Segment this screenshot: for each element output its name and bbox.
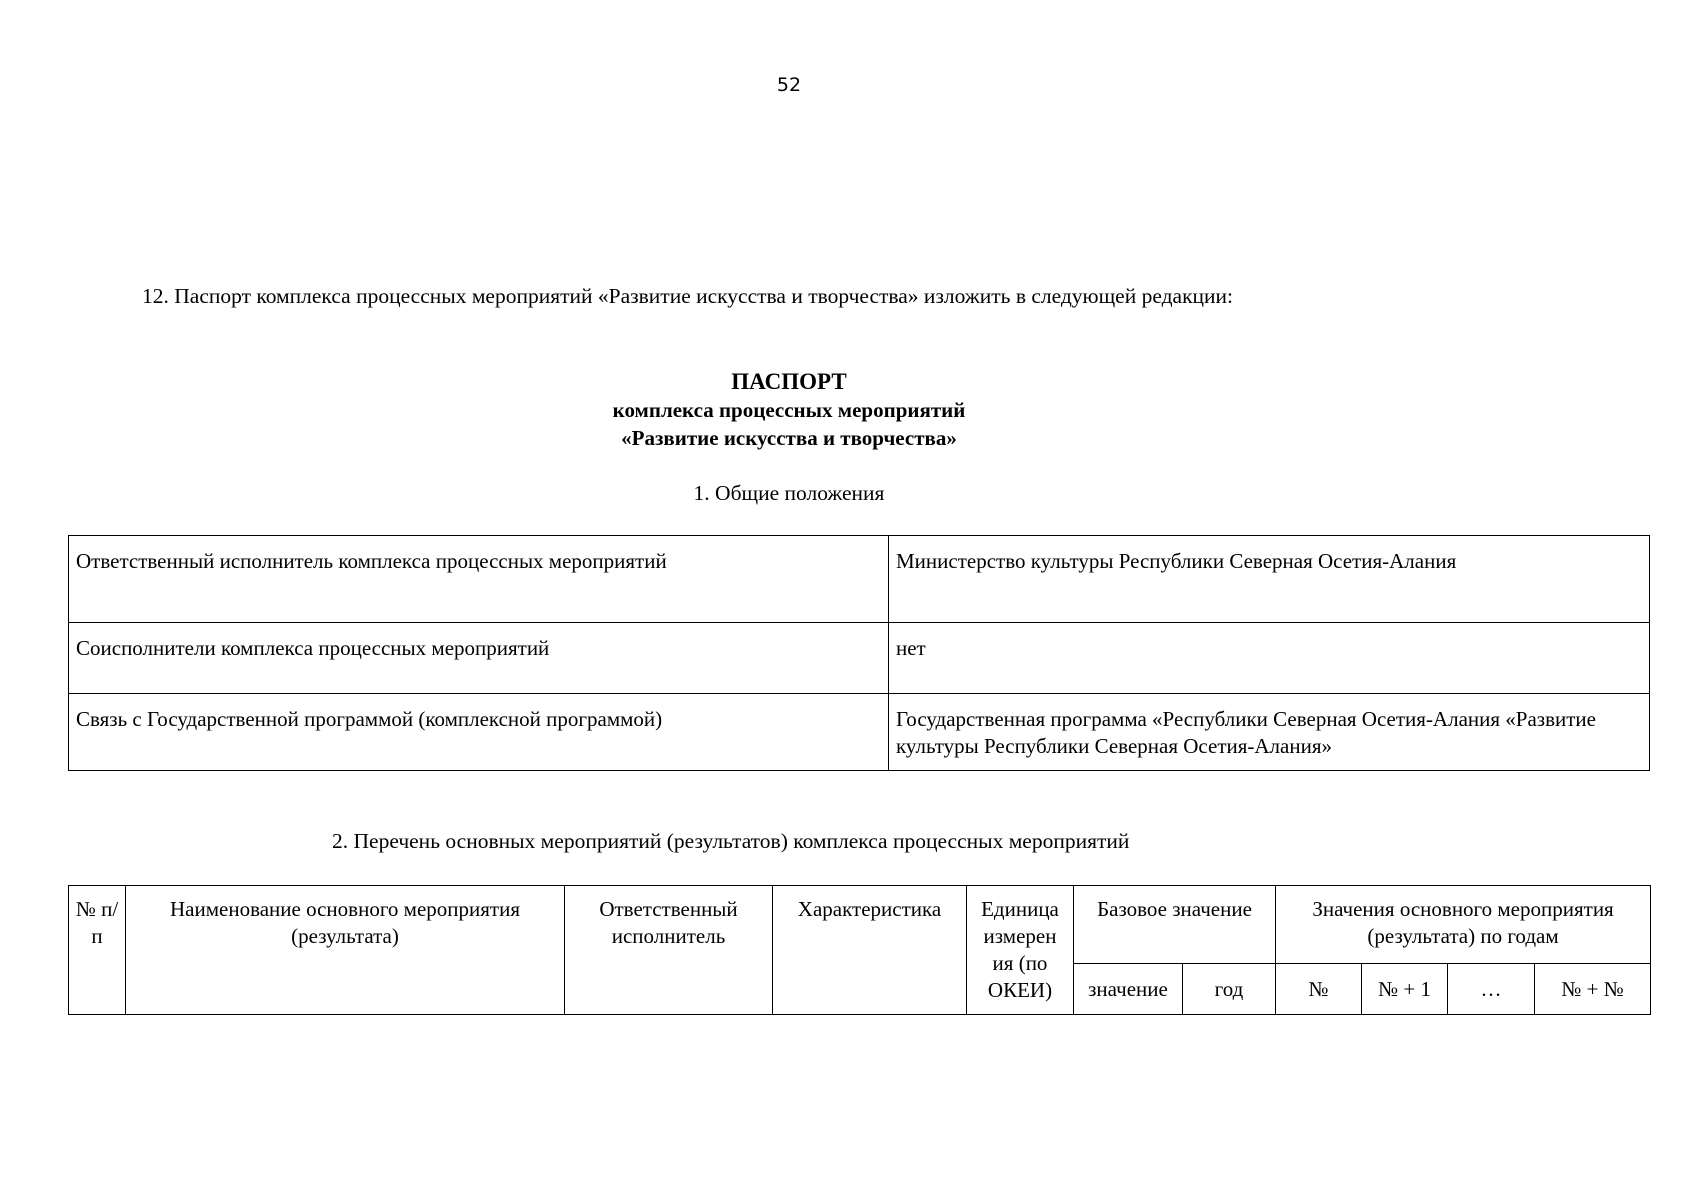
section-1-title: 1. Общие положения: [693, 481, 885, 505]
table-header-row: [69, 886, 1651, 964]
subheader-value: значение: [1074, 964, 1183, 1015]
passport-subtitle-line2: «Развитие искусства и творчества»: [621, 426, 957, 450]
passport-title: ПАСПОРТ: [731, 369, 847, 394]
intro-paragraph: 12. Паспорт комплекса процессных мероприятий «Развитие искусства и творчества» изложить в следующей редакции:: [142, 284, 1234, 308]
header-num: № п/п: [69, 886, 126, 1015]
subheader-year-ellipsis: …: [1448, 964, 1535, 1015]
table-row: [69, 536, 1650, 623]
header-characteristic: Характеристика: [773, 886, 967, 1015]
header-responsible: Ответственный исполнитель: [565, 886, 773, 1015]
subheader-year-n: №: [1276, 964, 1362, 1015]
row-value: Министерство культуры Республики Северная Осетия-Алания: [889, 536, 1650, 623]
page-number: 52: [776, 74, 802, 96]
header-name: Наименование основного мероприятия (результата): [126, 886, 565, 1015]
section-2-title: 2. Перечень основных мероприятий (результатов) комплекса процессных мероприятий: [332, 829, 1130, 853]
passport-subtitle-line1: комплекса процессных мероприятий: [612, 398, 966, 422]
passport-heading: [0, 368, 1578, 452]
subheader-year-n-plus-n: № + №: [1535, 964, 1651, 1015]
header-base-value: Базовое значение: [1074, 886, 1276, 964]
row-label: Связь с Государственной программой (комплексной программой): [69, 694, 889, 771]
row-value: нет: [889, 623, 1650, 694]
row-label: Соисполнители комплекса процессных мероприятий: [69, 623, 889, 694]
subheader-year: год: [1183, 964, 1276, 1015]
subheader-year-n-plus-1: № + 1: [1362, 964, 1448, 1015]
row-label: Ответственный исполнитель комплекса процессных мероприятий: [69, 536, 889, 623]
row-value: Государственная программа «Республики Северная Осетия-Алания «Развитие культуры Республики Северная Осетия-Алания»: [889, 694, 1650, 771]
general-provisions-table: [68, 535, 1650, 771]
header-unit: Единица измерен ия (по ОКЕИ): [967, 886, 1074, 1015]
main-events-table: [68, 885, 1651, 1015]
table-row: [69, 623, 1650, 694]
table-row: [69, 694, 1650, 771]
header-yearly-values: Значения основного мероприятия (результата) по годам: [1276, 886, 1651, 964]
